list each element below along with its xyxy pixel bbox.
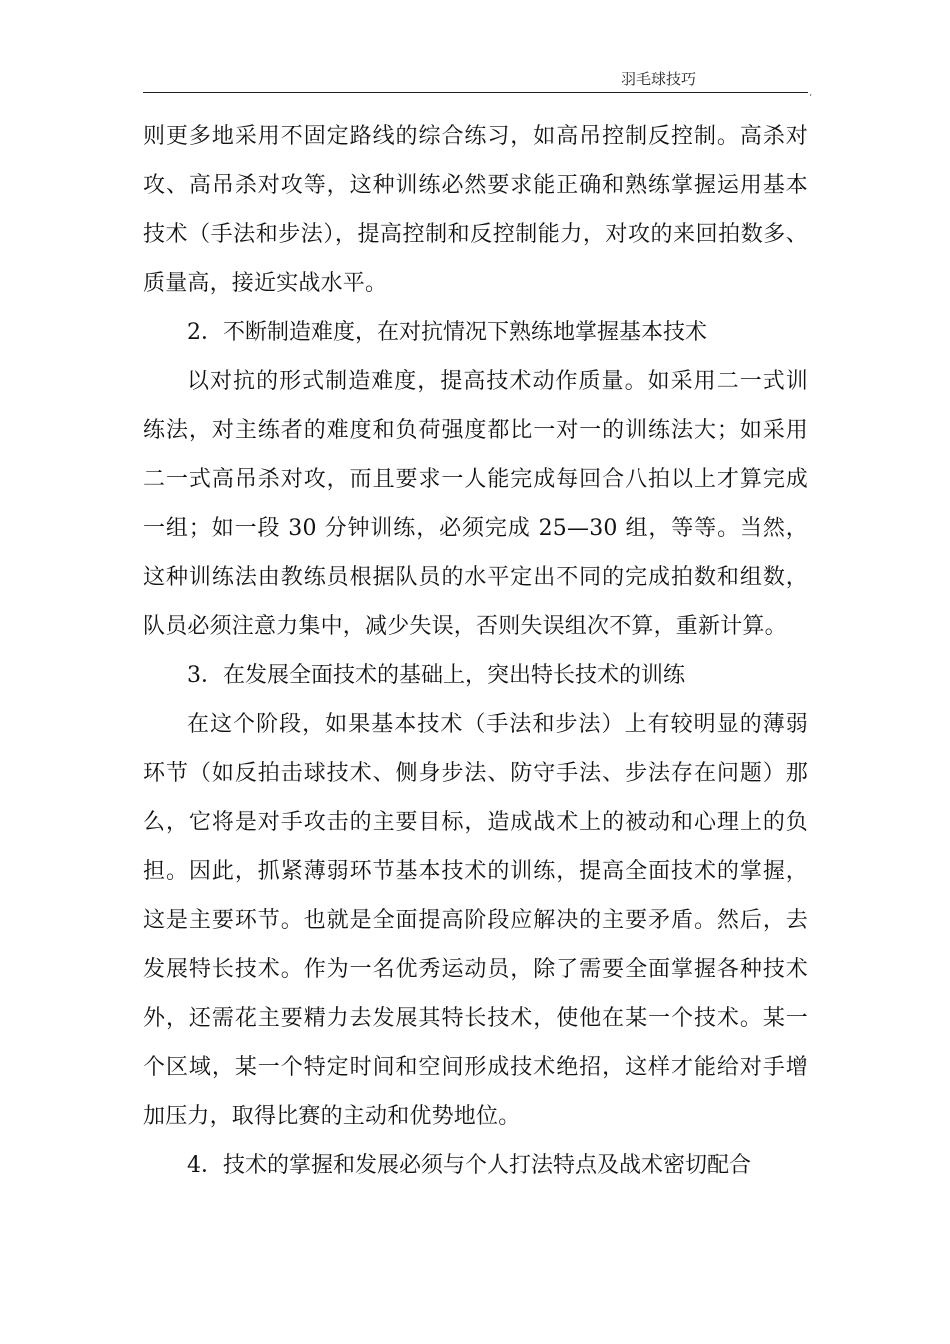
paragraph-difficulty-training: 以对抗的形式制造难度，提高技术动作质量。如采用二一式训练法，对主练者的难度和负荷强度都比一对一的训练法大；如采用二一式高吊杀对攻，而且要求一人能完成每回合八拍以上才算完成一组；如一段 30 分钟训练，必须完成 25—30 组，等等。当然，这种训练法由教练员根据队员的水平定出不同的完成拍数和组数，队员必须注意力集中，减少失误，否则失误组次不算，重新计算。 (143, 369, 808, 639)
section-heading-4: 4．技术的掌握和发展必须与个人打法特点及战术密切配合 (187, 1153, 751, 1178)
body-text (143, 112, 808, 1190)
section-heading-2: 2．不断制造难度，在对抗情况下熟练地掌握基本技术 (187, 320, 707, 345)
paragraph-specialty-training: 在这个阶段，如果基本技术（手法和步法）上有较明显的薄弱环节（如反拍击球技术、侧身步法、防守手法、步法存在问题）那么，它将是对手攻击的主要目标，造成战术上的被动和心理上的负担。因此，抓紧薄弱环节基本技术的训练，提高全面技术的掌握，这是主要环节。也就是全面提高阶段应解决的主要矛盾。然后，去发展特长技术。作为一名优秀运动员，除了需要全面掌握各种技术外，还需花主要精力去发展其特长技术，使他在某一个技术。某一个区域，某一个特定时间和空间形成技术绝招，这样才能给对手增加压力，取得比赛的主动和优势地位。 (143, 712, 808, 1129)
page-header (143, 62, 812, 97)
paragraph-continuation: 则更多地采用不固定路线的综合练习，如高吊控制反控制。高杀对攻、高吊杀对攻等，这种训练必然要求能正确和熟练掌握运用基本技术（手法和步法），提高控制和反控制能力，对攻的来回拍数多、质量高，接近实战水平。 (143, 124, 808, 296)
header-mark: , (809, 88, 812, 97)
section-heading-3: 3．在发展全面技术的基础上，突出特长技术的训练 (187, 663, 685, 688)
header-title: 羽毛球技巧 (620, 70, 696, 88)
